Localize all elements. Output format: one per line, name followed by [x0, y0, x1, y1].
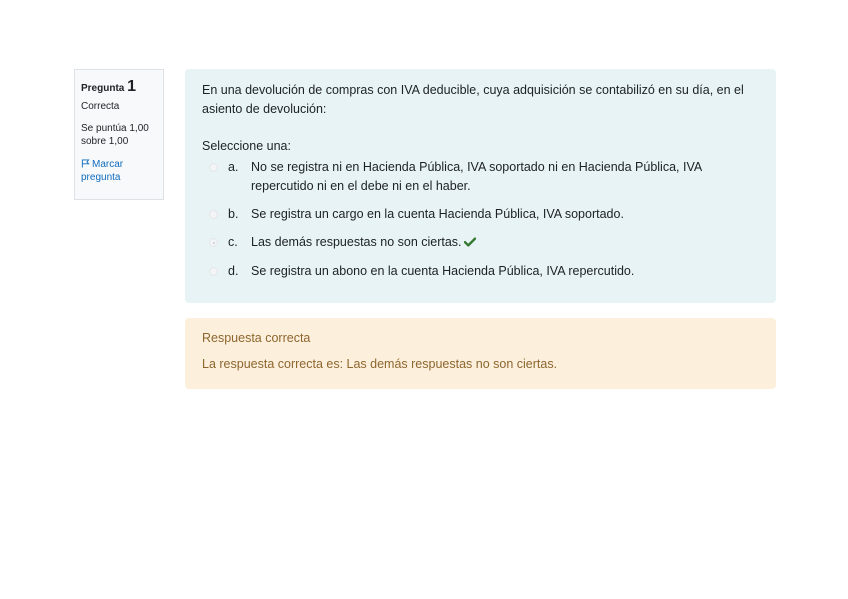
- answer-text: Se registra un abono en la cuenta Hacienda Pública, IVA repercutido.: [251, 264, 635, 278]
- answer-option-c[interactable]: [202, 233, 759, 253]
- feedback-panel: [185, 318, 776, 389]
- question-text: En una devolución de compras con IVA deducible, cuya adquisición se contabilizó en su día, en el asiento de devolución:: [202, 83, 744, 116]
- answer-letter: c.: [228, 235, 238, 249]
- answer-letter: a.: [228, 160, 239, 174]
- answer-radio-d[interactable]: [209, 267, 218, 276]
- check-icon: [464, 236, 476, 250]
- answer-letter: d.: [228, 264, 239, 278]
- answer-list: [202, 158, 759, 281]
- answer-prompt: Seleccione una:: [202, 139, 291, 153]
- question-label: Pregunta: [81, 83, 125, 94]
- answer-letter: b.: [228, 207, 239, 221]
- question-title: [81, 79, 157, 97]
- question-grade: Se puntúa 1,00 sobre 1,00: [81, 122, 149, 147]
- answer-radio-a[interactable]: [209, 163, 218, 172]
- feedback-state: Respuesta correcta: [202, 331, 311, 345]
- flag-question-label: Marcar pregunta: [81, 158, 124, 183]
- question-content: [185, 69, 776, 303]
- flag-icon: [81, 159, 92, 170]
- flag-question-link[interactable]: [81, 158, 157, 185]
- answer-option-d[interactable]: [202, 262, 759, 281]
- answer-radio-c[interactable]: [209, 238, 218, 247]
- question-info-panel: [74, 69, 164, 200]
- correct-answer-text: La respuesta correcta es: Las demás respuestas no son ciertas.: [202, 357, 558, 371]
- question-state: Correcta: [81, 101, 120, 112]
- answer-text: Se registra un cargo en la cuenta Hacienda Pública, IVA soportado.: [251, 207, 624, 221]
- question-number: 1: [127, 78, 137, 95]
- answer-text: No se registra ni en Hacienda Pública, IVA soportado ni en Hacienda Pública, IVA repercutido ni en el debe ni en el haber.: [251, 160, 702, 193]
- answer-option-a[interactable]: [202, 158, 759, 196]
- answer-text: Las demás respuestas no son ciertas.: [251, 235, 462, 249]
- answer-radio-b[interactable]: [209, 210, 218, 219]
- answer-option-b[interactable]: [202, 205, 759, 224]
- answer-text-wrap: [251, 233, 759, 253]
